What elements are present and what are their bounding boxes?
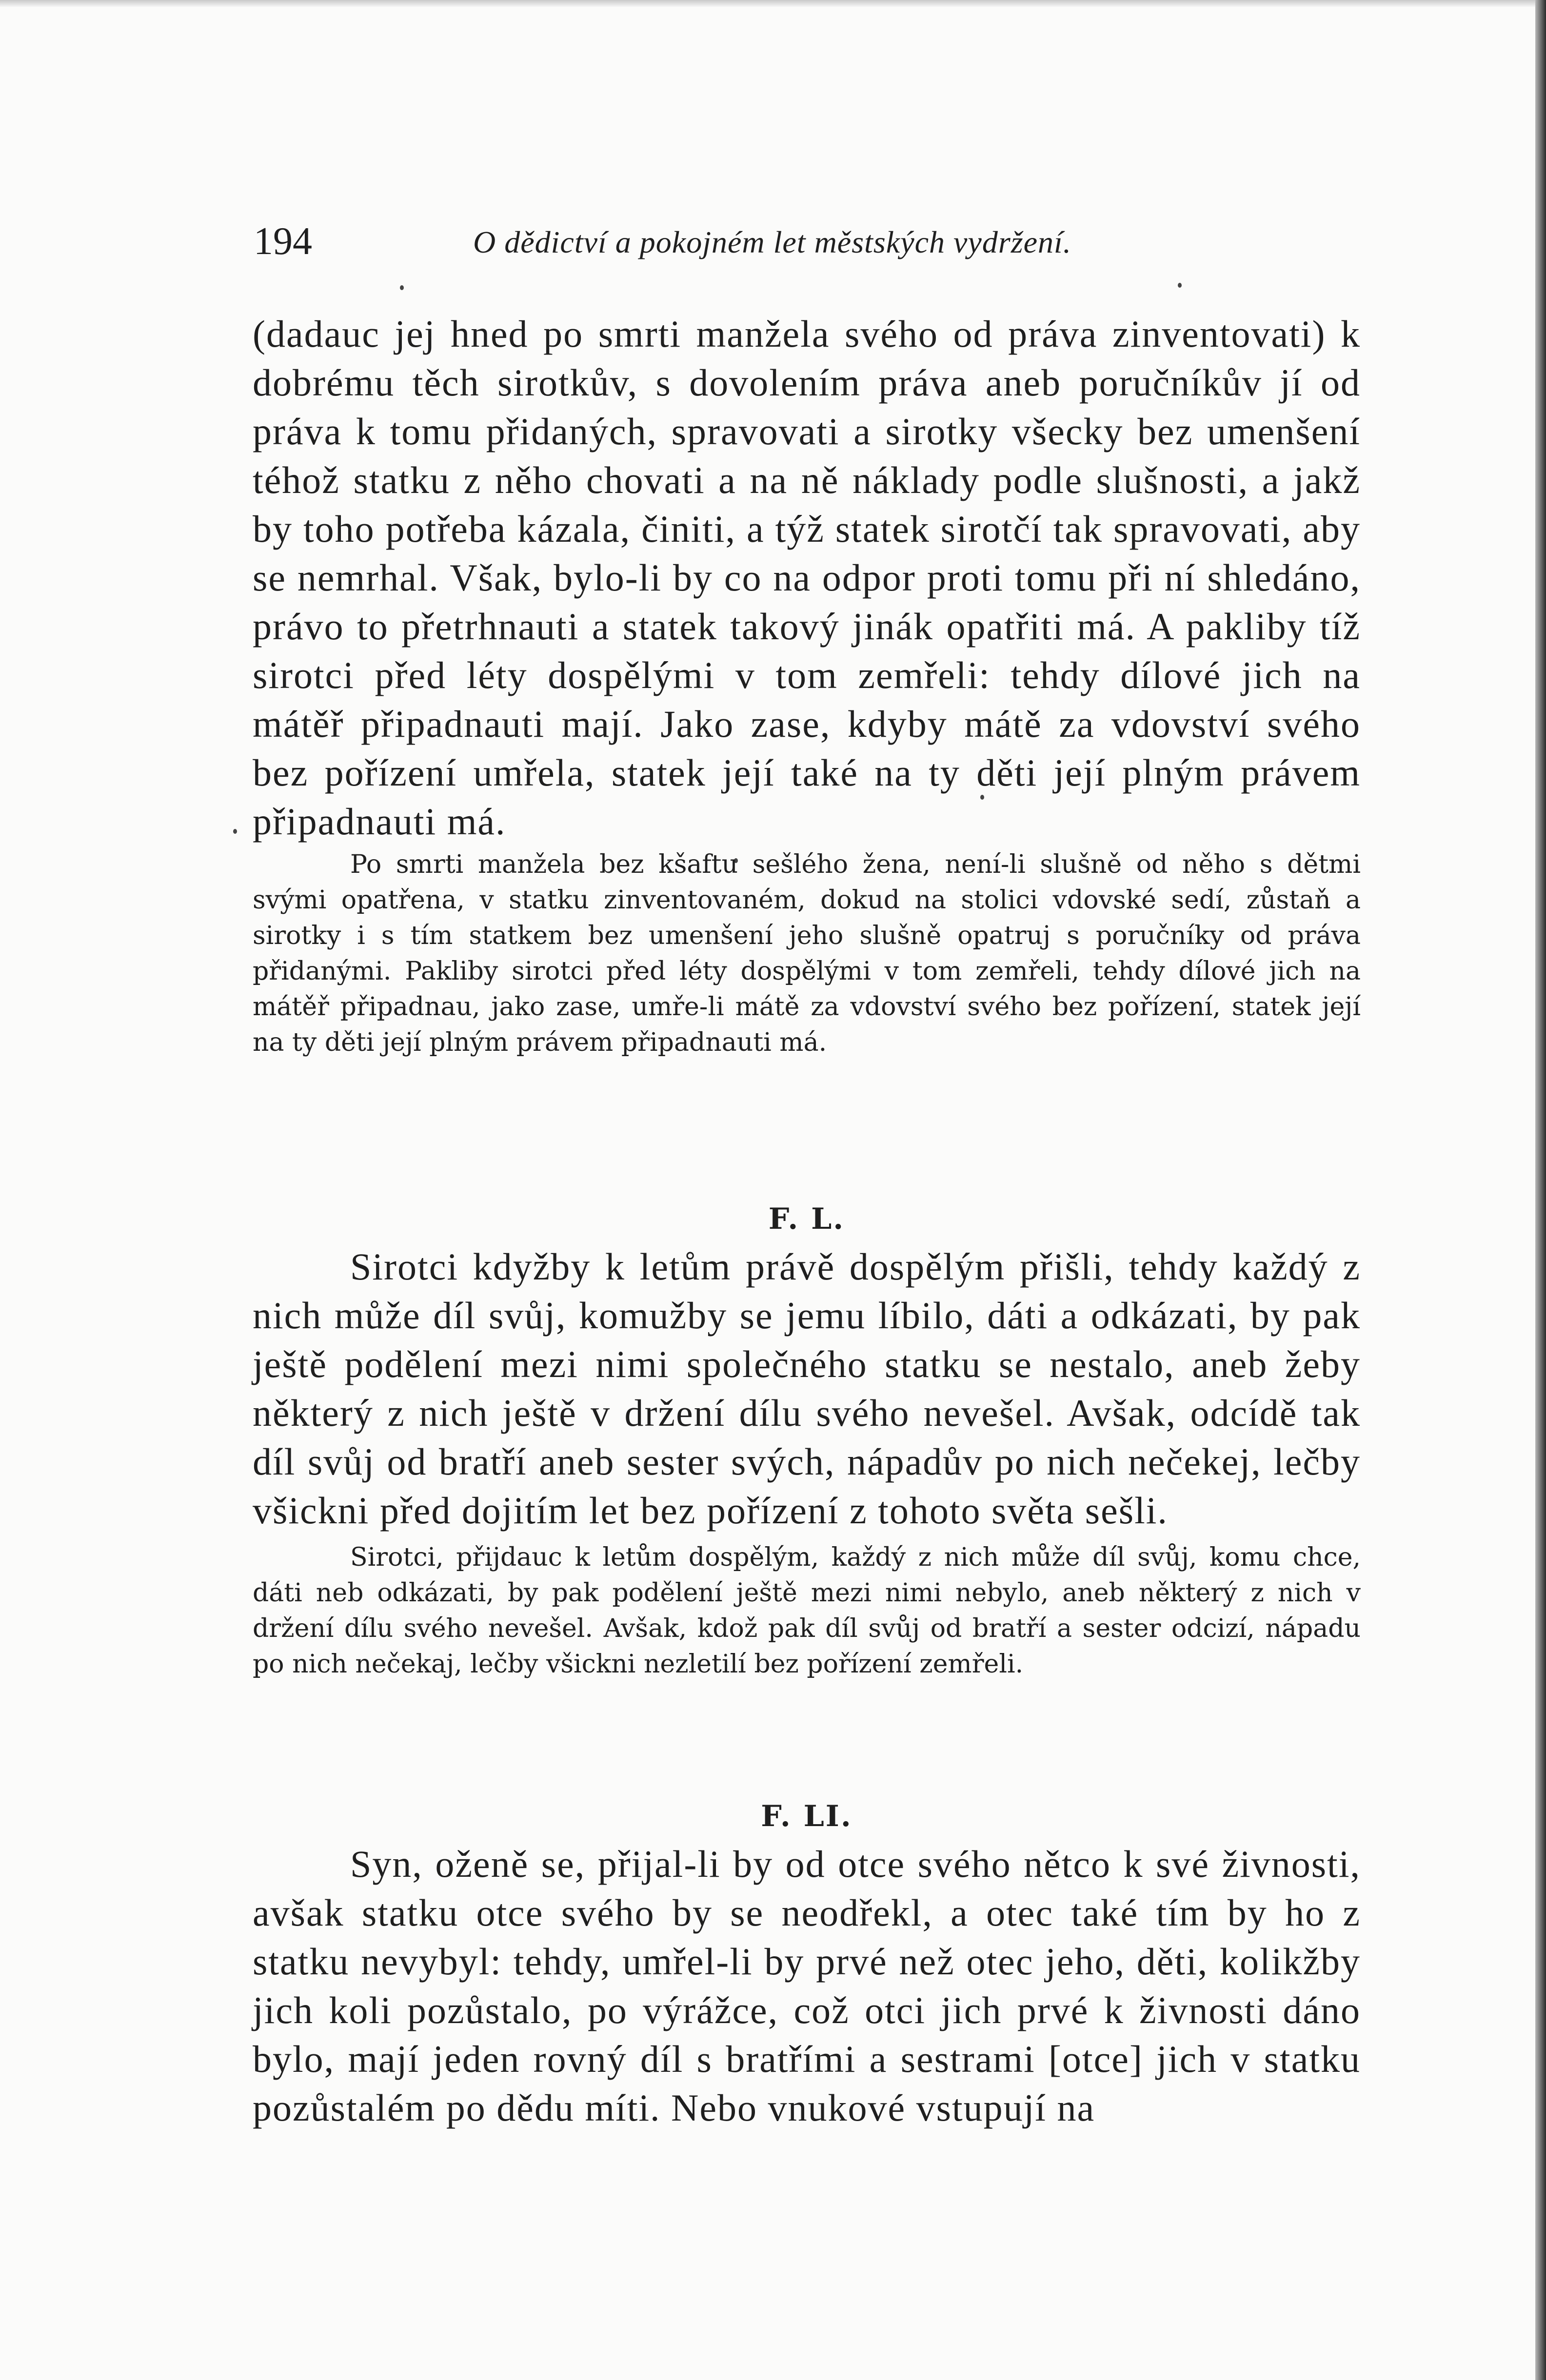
- gloss-paragraph: Sirotci, přijdauc k letům dospělým, každý z nich může díl svůj, komu chce, dáti neb odkázati, by pak podělení ještě mezi nimi nebylo, aneb některý z nich v držení dílu svého nevešel. Avšak, kdož pak díl svůj od bratří a sester odcizí, nápadu po nich nečekaj, lečby všickni nezletilí bez pořízení zemřeli.: [253, 1543, 1361, 1679]
- main-paragraph: Syn, oženě se, přijal-li by od otce svého nětco k své živnosti, avšak statku otce svého by se neodřekl, a otec také tím by ho z statku nevybyl: tehdy, umřel-li by prvé než otec jeho, děti, kolikžby jich koli pozůstalo, po výrážce, což otci jich prvé k živnosti dáno bylo, mají jeden rovný díl s bratřími a sestrami [otce] jich v statku pozůstalém po dědu míti. Nebo vnukové vstupují na: [253, 1843, 1361, 2129]
- text-block-continuation: [253, 310, 1361, 1061]
- scan-edge-top: [0, 0, 1546, 7]
- ink-speck: [233, 829, 237, 834]
- running-title: O dědictví a pokojném let městských vydržení.: [473, 225, 1071, 259]
- main-paragraph: (dadauc jej hned po smrti manžela svého od práva zinventovati) k dobrému těch sirotkův, s dovolením práva aneb poručníkův jí od práva k tomu přidaných, spravovati a sirotky všecky bez umenšení téhož statku z něho chovati a na ně náklady podle slušnosti, a jakž by toho potřeba kázala, činiti, a týž statek sirotčí tak spravovati, aby se nemrhal. Však, bylo-li by co na odpor proti tomu při ní shledáno, právo to přetrhnauti a statek takový jinák opatřiti má. A pakliby tíž sirotci před léty dospělými v tom zemřeli: tehdy dílové jich na mátěř připadnauti mají. Jako zase, kdyby mátě za vdovství svého bez pořízení umřela, statek její také na ty děti její plným právem připadnauti má.: [253, 313, 1361, 843]
- section-heading: F. LI.: [761, 1799, 852, 1833]
- section-heading: F. L.: [768, 1202, 845, 1236]
- page-number: 194: [254, 220, 312, 263]
- ink-speck: [400, 285, 404, 290]
- section-LI: [253, 1797, 1361, 2132]
- main-paragraph: Sirotci kdyžby k letům právě dospělým přišli, tehdy každý z nich může díl svůj, komužby se jemu líbilo, dáti a odkázati, by pak ještě podělení mezi nimi společného statku se nestalo, aneb žeby některý z nich ještě v držení dílu svého nevešel. Avšak, odcídě tak díl svůj od bratří aneb sester svých, nápadův po nich nečekej, lečby všickni před dojitím let bez pořízení z tohoto světa sešli.: [253, 1245, 1361, 1532]
- gloss-paragraph: Po smrti manžela bez kšaftu sešlého žena, není-li slušně od něho s dětmi svými opatřena, v statku zinventovaném, dokud na stolici vdovské sedí, zůstaň a sirotky i s tím statkem bez umenšení jeho slušně opatruj s poručníky od práva přidanými. Pakliby sirotci před léty dospělými v tom zemřeli, tehdy dílové jich na mátěř připadnau, jako zase, umře-li mátě za vdovství svého bez pořízení, statek její na ty děti její plným právem připadnauti má.: [253, 850, 1361, 1057]
- scan-edge-right: [1535, 0, 1546, 2380]
- page-header: [254, 215, 1366, 268]
- section-L: [253, 1200, 1361, 1682]
- ink-speck: [1178, 283, 1182, 288]
